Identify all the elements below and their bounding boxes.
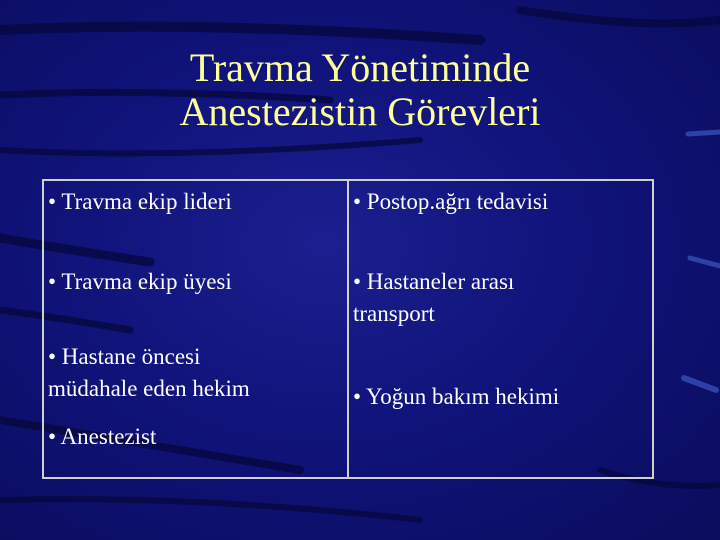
slide-title-line-1: Travma Yönetiminde (189, 45, 531, 90)
content-table (42, 179, 654, 479)
right-column (349, 181, 652, 477)
right-item-1: • Postop.ağrı tedavisi (353, 189, 549, 214)
left-item-4: • Anestezist (48, 424, 157, 449)
left-item-2: • Travma ekip üyesi (48, 269, 232, 294)
right-item-2: • Hastaneler arası transport (353, 269, 515, 326)
left-column (44, 181, 349, 477)
slide-title (60, 46, 660, 134)
right-item-3: • Yoğun bakım hekimi (353, 384, 560, 409)
slide-title-line-2: Anestezistin Görevleri (179, 89, 541, 134)
left-item-1: • Travma ekip lideri (48, 189, 232, 214)
left-item-3: • Hastane öncesi müdahale eden hekim (48, 344, 250, 401)
